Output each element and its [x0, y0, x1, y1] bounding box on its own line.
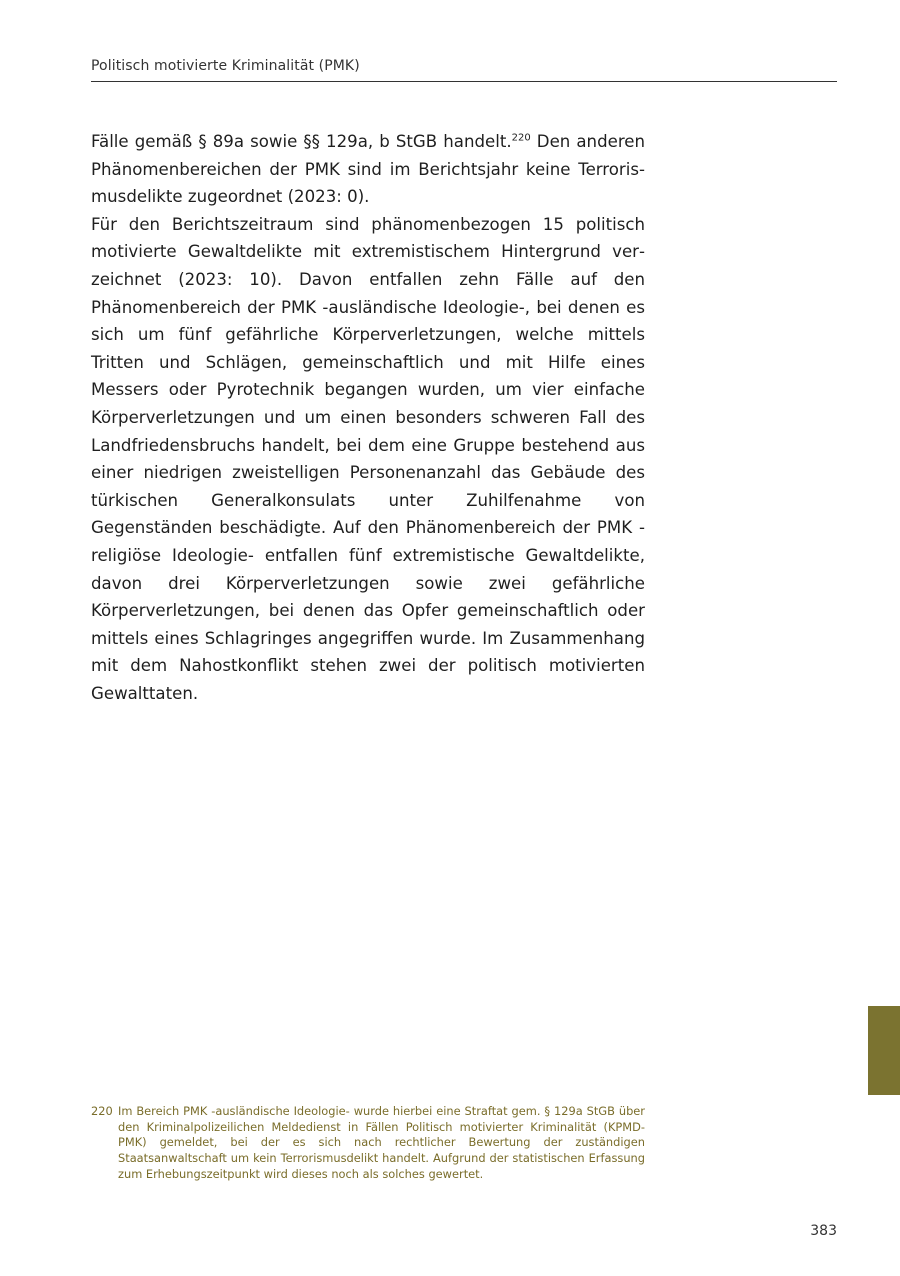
paragraph-1-continuation: Den anderen Phänomenbereichen der PMK sind im Berichtsjahr keine Terrorismusdelikte zugeordnet (2023: 0).	[91, 132, 646, 207]
footnote-number: 220	[91, 1104, 113, 1118]
chapter-tab-marker	[868, 1006, 900, 1095]
main-text	[91, 128, 645, 707]
paragraph-2: Für den Berichtszeitraum sind phänomenbezogen 15 politisch motivierte Gewaltdelikte mit extremistischem Hintergrund verzeichnet (2023: 10). Davon entfallen zehn Fälle auf den Phänomenbereich der PMK -ausländische Ideologie-, bei denen es sich um fünf gefährliche Körperverletzungen, welche mittels Tritten und Schlägen, gemeinschaftlich und mit Hilfe eines Messers oder Pyrotechnik begangen wurden, um vier einfache Körperverletzungen und um einen besonders schweren Fall des Landfriedensbruchs handelt, bei dem eine Gruppe bestehend aus einer niedrigen zweistelligen Personenanzahl das Gebäude des türkischen Generalkonsulats unter Zuhilfenahme von Gegenständen beschädigte. Auf den Phänomenbereich der PMK -religiöse Ideologie- entfallen fünf extremistische Gewaltdelikte, davon drei Körperverletzungen sowie zwei gefährliche Körperverletzungen, bei denen das Opfer gemeinschaftlich oder mittels eines Schlagringes angegriffen wurde. Im Zusammenhang mit dem Nahostkonflikt stehen zwei der politisch motivierten Gewalttaten.	[91, 214, 645, 703]
footnote-text: Im Bereich PMK -ausländische Ideologie- wurde hierbei eine Straftat gem. § 129a StGB über den Kriminalpolizeilichen Meldedienst in Fällen Politisch motivierter Kriminalität (KPMD-PMK) gemeldet, bei der es sich nach rechtlicher Bewertung der zuständigen Staatsanwaltschaft um kein Terrorismusdelikt handelt. Aufgrund der statistischen Erfassung zum Erhebungszeitpunkt wird dieses noch als solches gewertet.	[118, 1104, 645, 1181]
header-divider	[91, 81, 837, 82]
page-number: 383	[810, 1223, 837, 1239]
running-header: Politisch motivierte Kriminalität (PMK)	[91, 58, 360, 74]
footnote	[91, 1104, 645, 1183]
paragraph-1-text: Fälle gemäß § 89a sowie §§ 129a, b StGB handelt.	[91, 132, 512, 151]
footnote-reference[interactable]: 220	[511, 132, 531, 144]
paragraph-1	[91, 128, 645, 211]
